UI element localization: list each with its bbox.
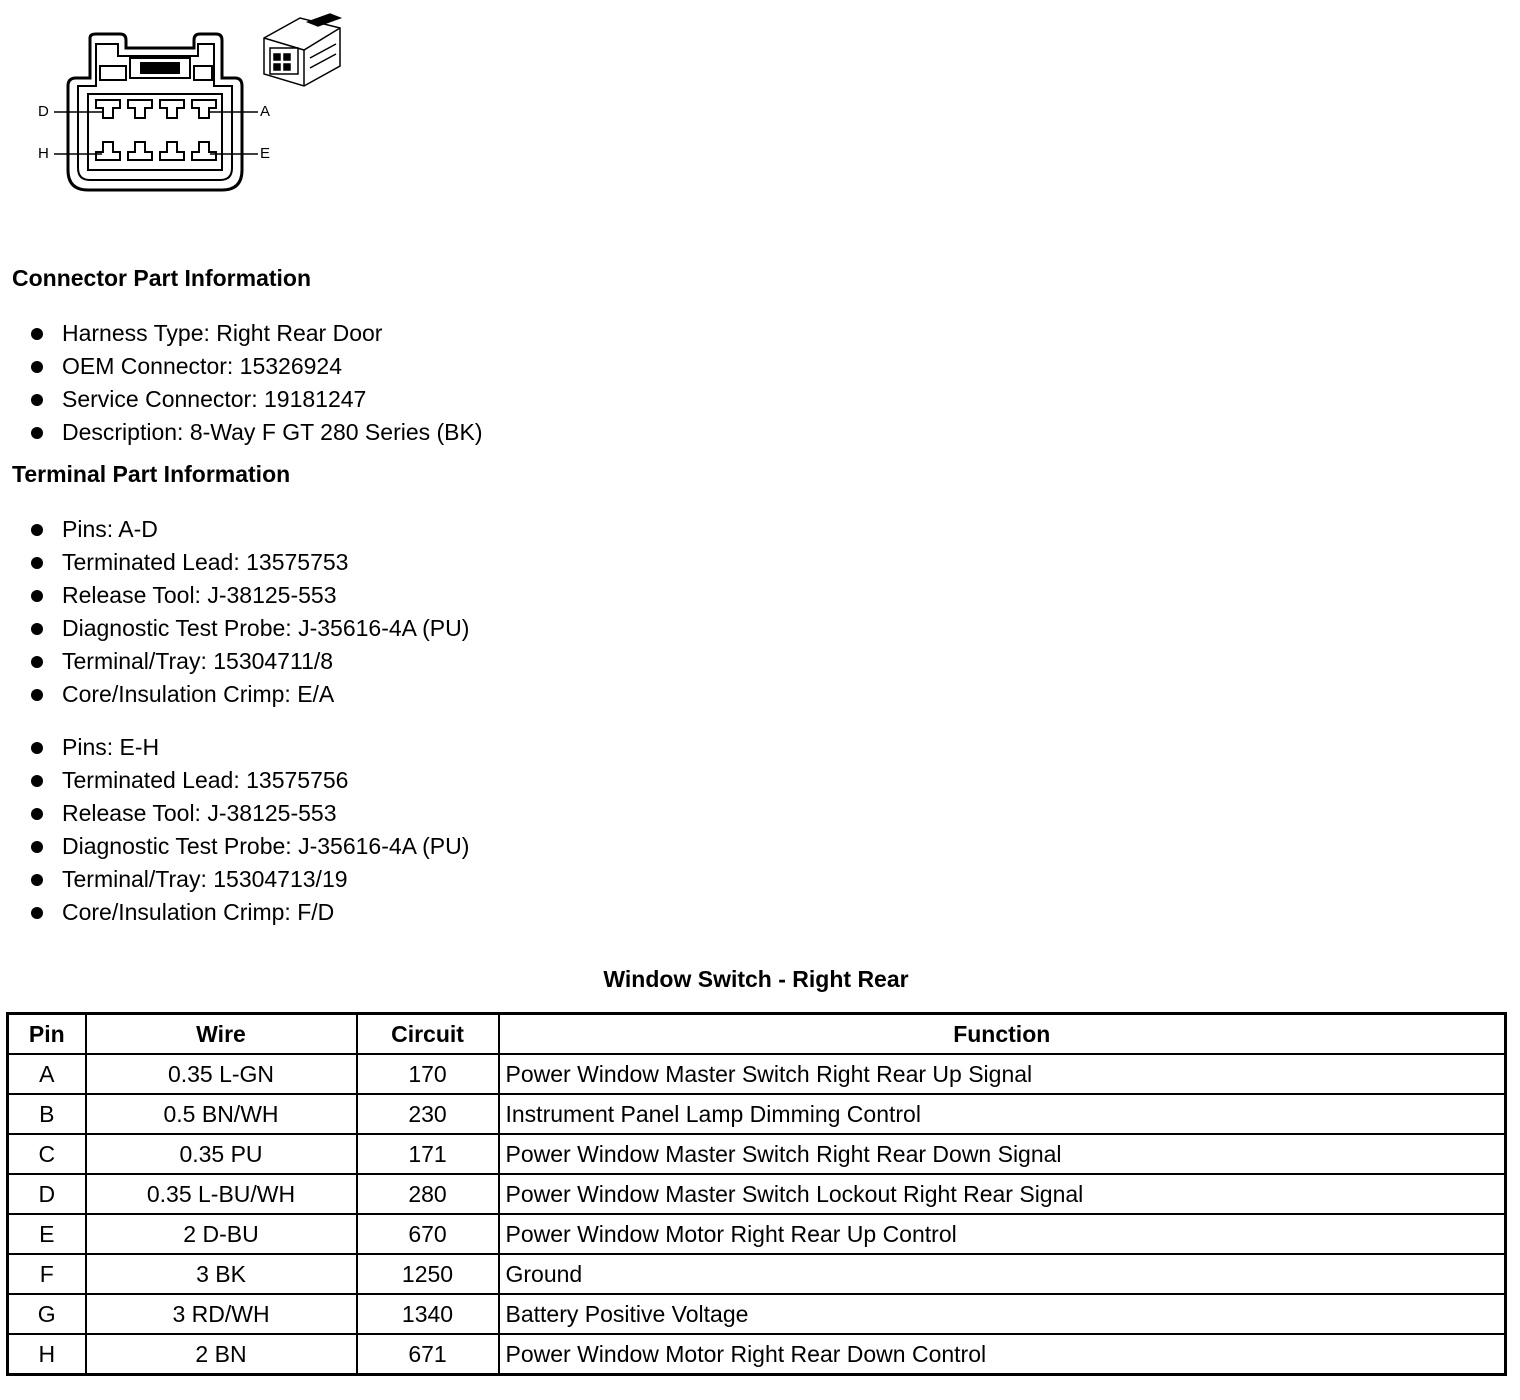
terminal-info-list-a-d (28, 513, 469, 711)
pin-label-h: H (38, 145, 49, 162)
terminal-info-list-e-h (28, 731, 469, 929)
cell-pin: H (8, 1334, 86, 1375)
cell-wire: 0.35 PU (86, 1134, 357, 1174)
list-item: Terminal/Tray: 15304713/19 (28, 863, 469, 896)
list-item: Core/Insulation Crimp: F/D (28, 896, 469, 929)
list-item: Harness Type: Right Rear Door (28, 317, 483, 350)
cell-wire: 0.35 L-GN (86, 1054, 357, 1094)
table-row (8, 1294, 1506, 1334)
connector-section-title: Connector Part Information (12, 265, 312, 291)
list-item: Diagnostic Test Probe: J-35616-4A (PU) (28, 830, 469, 863)
cell-circuit: 170 (357, 1054, 499, 1094)
cell-circuit: 1340 (357, 1294, 499, 1334)
cell-wire: 3 BK (86, 1254, 357, 1294)
list-item: Terminal/Tray: 15304711/8 (28, 645, 469, 678)
cell-function: Ground (499, 1254, 1506, 1294)
cell-function: Instrument Panel Lamp Dimming Control (499, 1094, 1506, 1134)
cell-pin: C (8, 1134, 86, 1174)
connector-isometric-icon (264, 14, 340, 86)
cell-function: Battery Positive Voltage (499, 1294, 1506, 1334)
table-row (8, 1214, 1506, 1254)
cell-circuit: 280 (357, 1174, 499, 1214)
cell-pin: E (8, 1214, 86, 1254)
cell-circuit: 171 (357, 1134, 499, 1174)
header-circuit: Circuit (357, 1014, 499, 1055)
list-item: Pins: A-D (28, 513, 469, 546)
cell-circuit: 670 (357, 1214, 499, 1254)
table-row (8, 1054, 1506, 1094)
pin-label-e: E (260, 145, 271, 162)
list-item: Diagnostic Test Probe: J-35616-4A (PU) (28, 612, 469, 645)
list-item: Release Tool: J-38125-553 (28, 579, 469, 612)
terminal-section-title: Terminal Part Information (12, 461, 291, 487)
cell-pin: G (8, 1294, 86, 1334)
cell-circuit: 671 (357, 1334, 499, 1375)
list-item: Terminated Lead: 13575756 (28, 764, 469, 797)
list-item: Core/Insulation Crimp: E/A (28, 678, 469, 711)
pin-label-d: D (38, 103, 49, 120)
table-row (8, 1334, 1506, 1375)
list-item: Description: 8-Way F GT 280 Series (BK) (28, 416, 483, 449)
list-item: Service Connector: 19181247 (28, 383, 483, 416)
table-row (8, 1094, 1506, 1134)
pin-label-a: A (260, 103, 271, 120)
list-item: Release Tool: J-38125-553 (28, 797, 469, 830)
header-function: Function (499, 1014, 1506, 1055)
cell-pin: F (8, 1254, 86, 1294)
table-row (8, 1174, 1506, 1214)
cell-circuit: 1250 (357, 1254, 499, 1294)
header-wire: Wire (86, 1014, 357, 1055)
cell-circuit: 230 (357, 1094, 499, 1134)
connector-diagram (30, 0, 370, 200)
cell-wire: 0.35 L-BU/WH (86, 1174, 357, 1214)
cell-pin: A (8, 1054, 86, 1094)
connector-face-drawing (30, 0, 370, 200)
header-pin: Pin (8, 1014, 86, 1055)
cell-pin: B (8, 1094, 86, 1134)
cell-wire: 3 RD/WH (86, 1294, 357, 1334)
cell-pin: D (8, 1174, 86, 1214)
cell-function: Power Window Master Switch Right Rear Up Signal (499, 1054, 1506, 1094)
cell-function: Power Window Master Switch Right Rear Down Signal (499, 1134, 1506, 1174)
table-title: Window Switch - Right Rear (603, 966, 909, 992)
list-item: OEM Connector: 15326924 (28, 350, 483, 383)
cell-function: Power Window Master Switch Lockout Right Rear Signal (499, 1174, 1506, 1214)
cell-wire: 2 D-BU (86, 1214, 357, 1254)
table-row (8, 1254, 1506, 1294)
list-item: Pins: E-H (28, 731, 469, 764)
table-header-row (8, 1014, 1506, 1055)
cell-wire: 0.5 BN/WH (86, 1094, 357, 1134)
table-row (8, 1134, 1506, 1174)
cell-function: Power Window Motor Right Rear Down Control (499, 1334, 1506, 1375)
cell-wire: 2 BN (86, 1334, 357, 1375)
cell-function: Power Window Motor Right Rear Up Control (499, 1214, 1506, 1254)
connector-info-list (28, 317, 483, 449)
list-item: Terminated Lead: 13575753 (28, 546, 469, 579)
pinout-table (6, 1012, 1507, 1376)
